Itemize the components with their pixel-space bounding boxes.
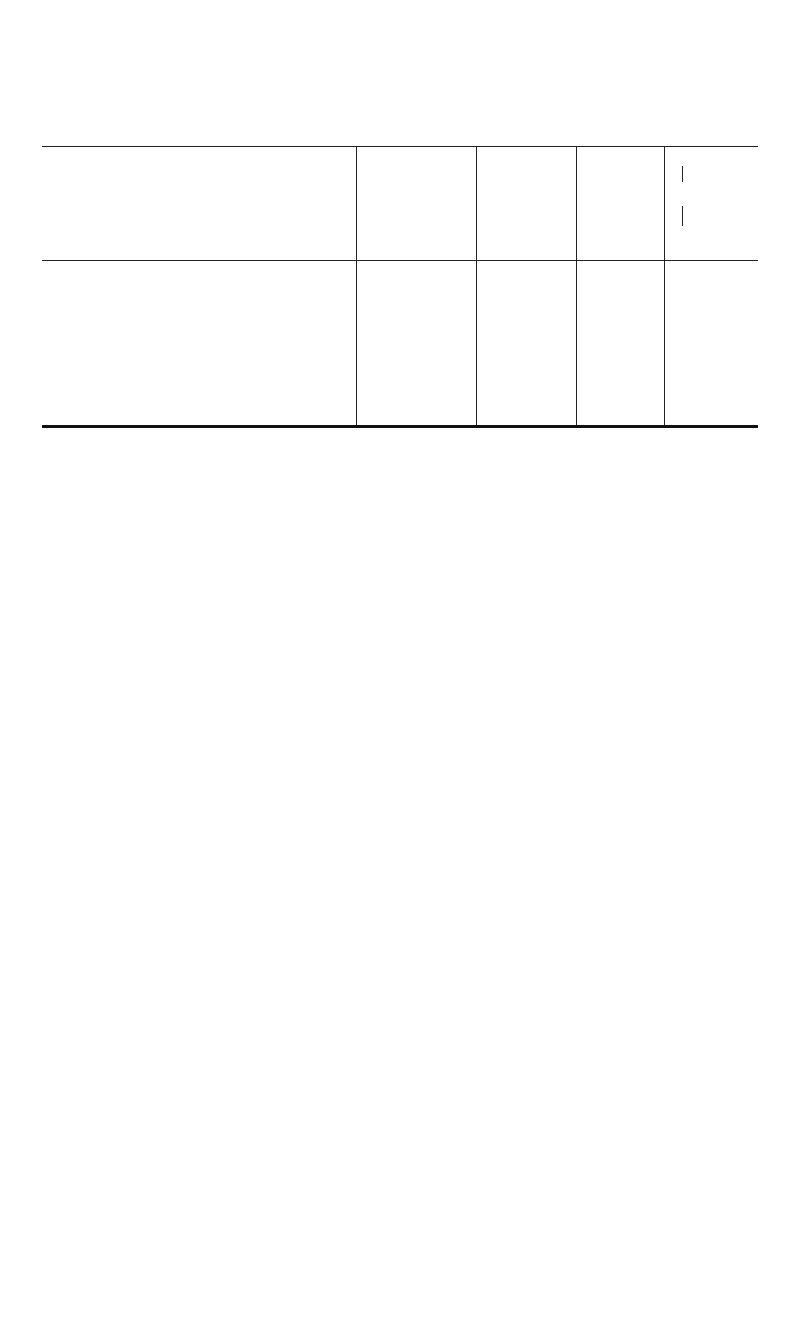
annex2-table-tail bbox=[42, 408, 758, 428]
annex2-table-cont bbox=[42, 146, 758, 428]
